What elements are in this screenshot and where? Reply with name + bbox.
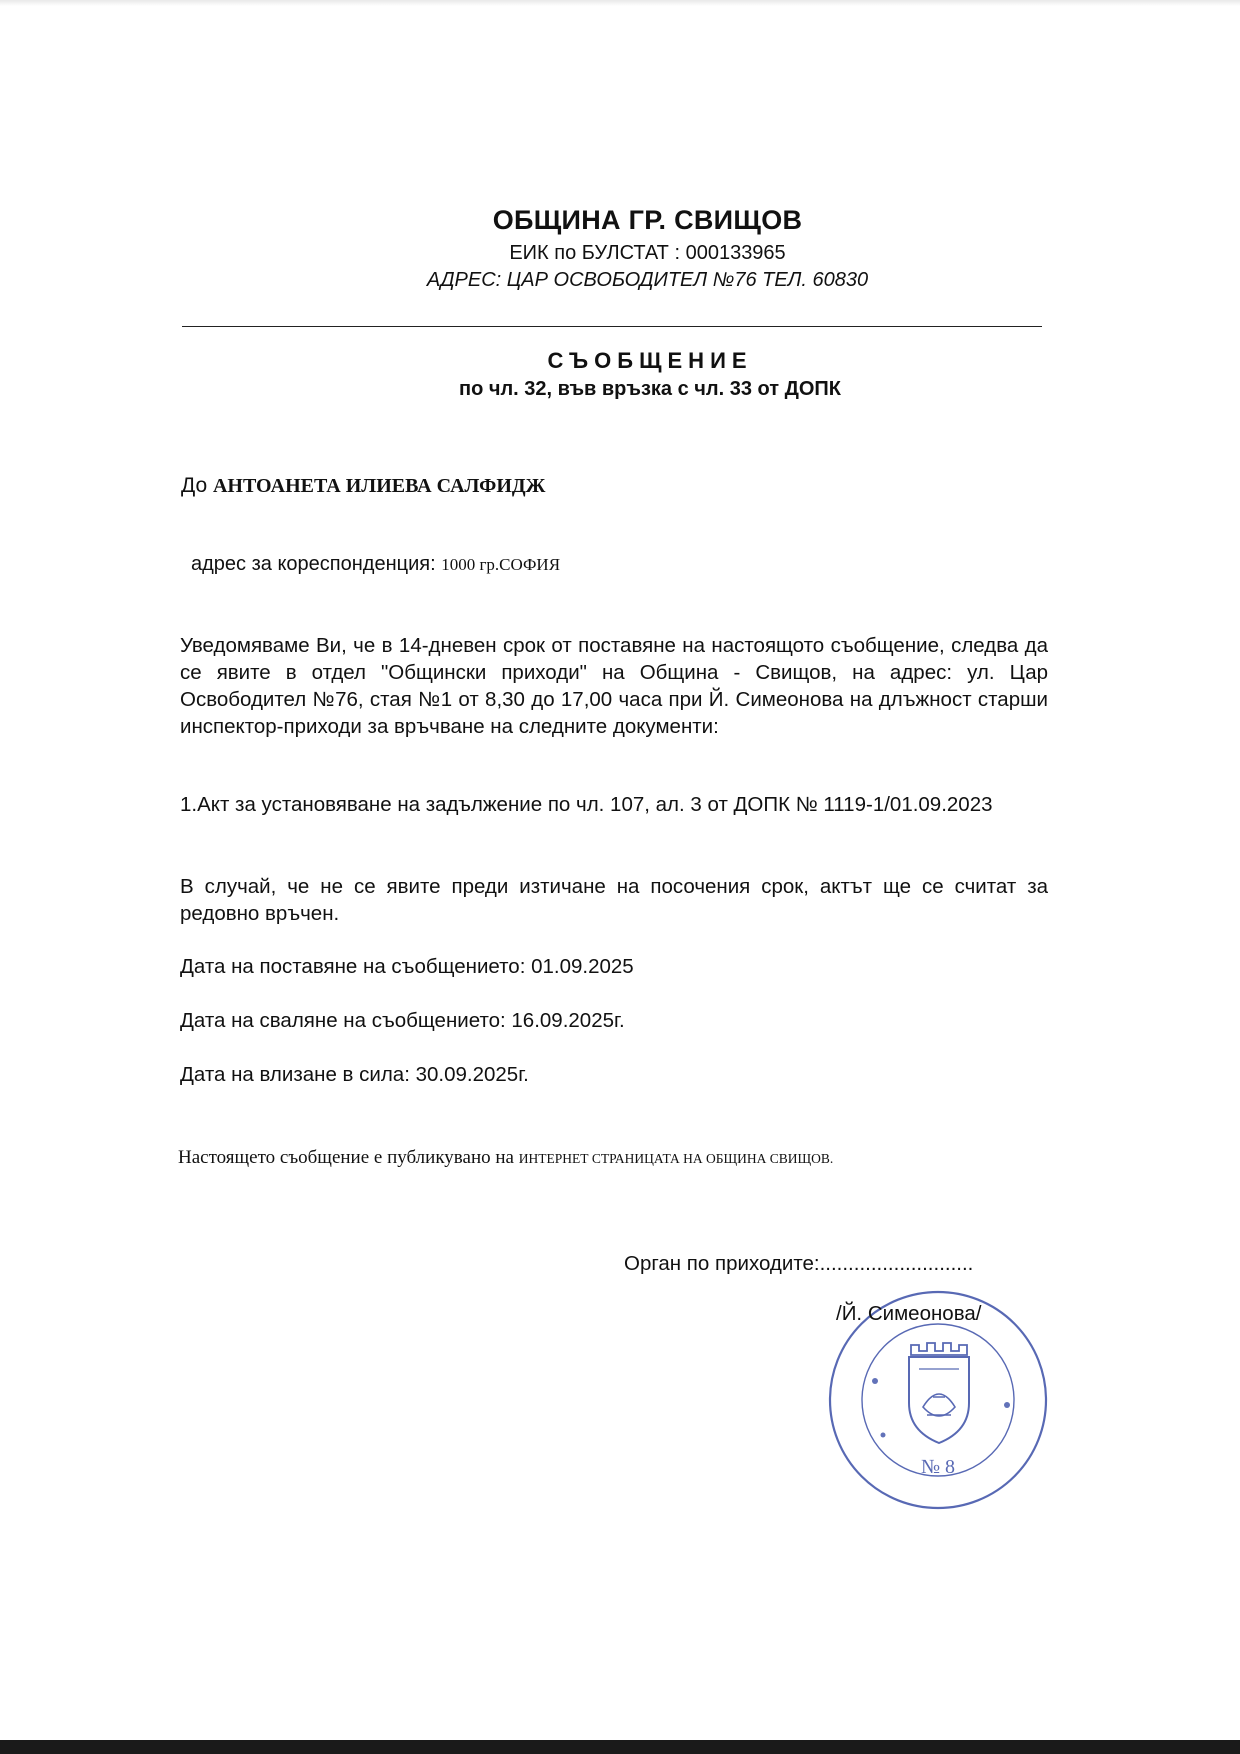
- signer-name: /Й. Симеонова/: [836, 1302, 982, 1325]
- body-paragraph-3: В случай, че не се явите преди изтичане на посочения срок, актът ще се считат за редовно връчен.: [180, 875, 1048, 925]
- org-eik: ЕИК по БУЛСТАТ : 000133965: [509, 242, 786, 264]
- notice-title: СЪОБЩЕНИЕ: [547, 348, 753, 373]
- publication-text: Настоящето съобщение е публикувано на: [178, 1147, 519, 1168]
- scan-bottom-edge: [0, 1740, 1240, 1754]
- scan-top-edge: [0, 0, 1240, 6]
- publication-site: ИНТЕРНЕТ СТРАНИЦАТА НА ОБЩИНА СВИЩОВ.: [518, 1151, 834, 1166]
- date-removed: Дата на сваляне на съобщението: 16.09.2025г.: [180, 1009, 625, 1032]
- address-value: 1000 гр.СОФИЯ: [441, 555, 561, 574]
- correspondence-address: [191, 553, 560, 576]
- body-paragraph-2: 1.Акт за установяване на задължение по чл. 107, ал. 3 от ДОПК № 1119-1/01.09.2023: [180, 793, 993, 816]
- recipient-line: [181, 474, 545, 498]
- letterhead: [0, 205, 1240, 292]
- body-paragraph-1: Уведомяваме Ви, че в 14-дневен срок от поставяне на настоящото съобщение, следва да се явите в отдел "Общински приходи" на Община - Свищов, на адрес: ул. Цар Освободител №76, стая №1 от 8,30 до 17,00 часа при Й. Симеонова на длъжност старши инспектор-приходи за връчване на следните документи:: [180, 634, 1048, 738]
- org-name: ОБЩИНА ГР. СВИЩОВ: [492, 205, 803, 235]
- org-address: АДРЕС: ЦАР ОСВОБОДИТЕЛ №76 ТЕЛ. 60830: [426, 269, 869, 291]
- date-effective: Дата на влизане в сила: 30.09.2025г.: [180, 1063, 529, 1086]
- date-posted: Дата на поставяне на съобщението: 01.09.2025: [180, 955, 634, 978]
- revenue-authority-line: Орган по приходите:...........................: [624, 1252, 974, 1275]
- address-label: адрес за кореспонденция:: [191, 553, 442, 575]
- notice-subtitle: по чл. 32, във връзка с чл. 33 от ДОПК: [459, 378, 841, 400]
- publication-note: [178, 1147, 833, 1169]
- header-divider: [182, 326, 1042, 327]
- recipient-prefix: До: [181, 474, 213, 497]
- stamp-number: № 8: [920, 1456, 956, 1478]
- recipient-name: АНТОАНЕТА ИЛИЕВА САЛФИДЖ: [212, 475, 546, 497]
